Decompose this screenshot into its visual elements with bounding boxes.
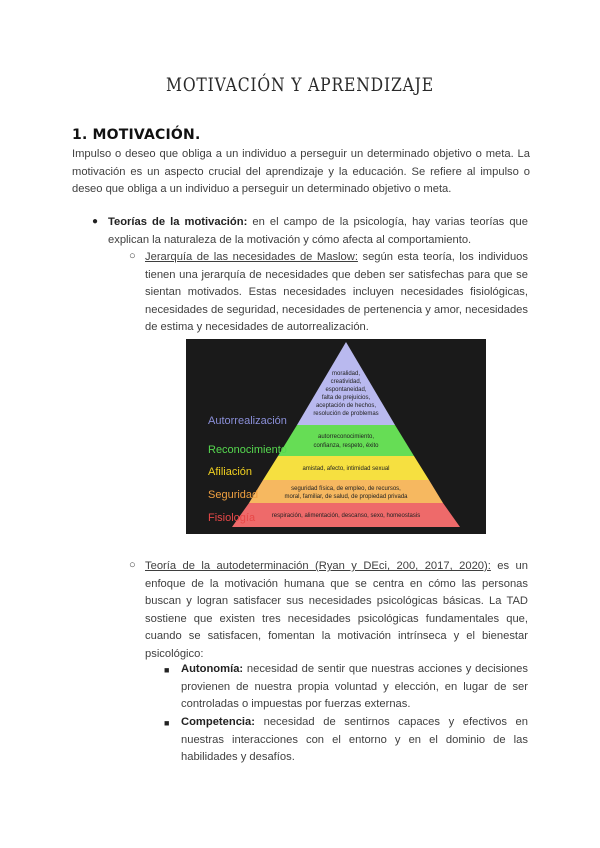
pyramid-text-6: resolución de problemas: [313, 411, 379, 417]
bullet-square: ■: [164, 665, 170, 675]
maslow-term: Jerarquía de las necesidades de Maslow:: [145, 251, 358, 263]
pyramid-label-seguridad: Seguridad: [208, 489, 259, 501]
need-text: necesidad de sentirnos capaces y efectivos en nuestras interacciones con el entorno y en el dominio de las habilidades y desafíos.: [181, 716, 528, 763]
pyramid-text-12: respiración, alimentación, descanso, sexo, homeostasis: [271, 513, 421, 519]
pyramid-text-5: aceptación de hechos,: [315, 403, 377, 409]
pyramid-text-8: confianza, respeto, éxito: [313, 443, 379, 449]
pyramid-label-afiliacion: Afiliación: [208, 466, 253, 478]
pyramid-text-4: falta de prejuicios,: [321, 395, 371, 401]
need-text: necesidad de sentir que nuestras acciones y decisiones provienen de nuestra propia voluntad y elección, en lugar de ser controladas o impuestas por fuerzas externas.: [181, 663, 528, 710]
pyramid-text-3: espontaneidad,: [325, 387, 367, 393]
maslow-pyramid-figure: [186, 339, 486, 534]
maslow-pyramid: [186, 339, 486, 534]
tad-term: Teoría de la autodeterminación (Ryan y DEci, 200, 2017, 2020):: [145, 560, 491, 572]
bullet-circle: ○: [129, 250, 136, 262]
theories-term: Teorías de la motivación:: [108, 216, 248, 228]
pyramid-text-9: amistad, afecto, intimidad sexual: [302, 466, 390, 472]
pyramid-text-10: seguridad física, de empleo, de recursos,: [291, 486, 401, 492]
pyramid-text-1: moralidad,: [331, 371, 361, 377]
need-item-competencia: [181, 714, 528, 767]
tad-text: es un enfoque de la motivación humana que se centra en cómo las personas buscan y logran satisfacer sus necesidades psicológicas básicas. La TAD sostiene que existen tres necesidades psicológicas fundamentales que, cuando se satisfacen, fomentan la motivación intrínseca y el bienestar psicológico:: [145, 560, 529, 660]
maslow-item: [145, 249, 528, 337]
tad-item: [145, 558, 528, 663]
need-term: Autonomía:: [181, 663, 244, 675]
intro-paragraph: Impulso o deseo que obliga a un individuo a perseguir un determinado objetivo o meta. La motivación es un aspecto crucial del aprendizaje y la educación. Se refiere al impulso o deseo que obliga a un individuo a perseguir un determinado objetivo o meta.: [72, 148, 530, 195]
page-title: MOTIVACIÓN Y APRENDIZAJE: [166, 74, 434, 96]
bullet-circle: ○: [129, 559, 136, 571]
maslow-text: según esta teoría, los individuos tienen una jerarquía de necesidades que deben ser satisfechas para que se sientan motivados. Estas necesidades incluyen necesidades fisiológicas, necesidades de seguridad, necesidades de pertenencia y amor, necesidades de estima y necesidades de autorrealización.: [145, 251, 528, 333]
pyramid-label-reconocimiento: Reconocimiento: [208, 444, 287, 456]
theories-item: [108, 214, 528, 249]
pyramid-text-2: creatividad,: [330, 379, 362, 385]
pyramid-label-fisiologia: Fisiología: [208, 512, 256, 524]
need-item-autonomia: [181, 661, 528, 714]
theories-text: en el campo de la psicología, hay varias teorías que explican la naturaleza de la motivación y cómo afecta al comportamiento.: [108, 216, 528, 246]
pyramid-text-11: moral, familiar, de salud, de propiedad privada: [284, 494, 408, 500]
pyramid-label-autorrealizacion: Autorrealización: [208, 415, 287, 427]
pyramid-text-7: autorreconocimiento,: [317, 434, 375, 440]
bullet-square: ■: [164, 718, 170, 728]
need-term: Competencia:: [181, 716, 255, 728]
bullet-dot: ●: [92, 216, 99, 227]
section-heading: 1. MOTIVACIÓN.: [72, 127, 201, 143]
pyramid-level-reconocimiento: [278, 425, 414, 456]
